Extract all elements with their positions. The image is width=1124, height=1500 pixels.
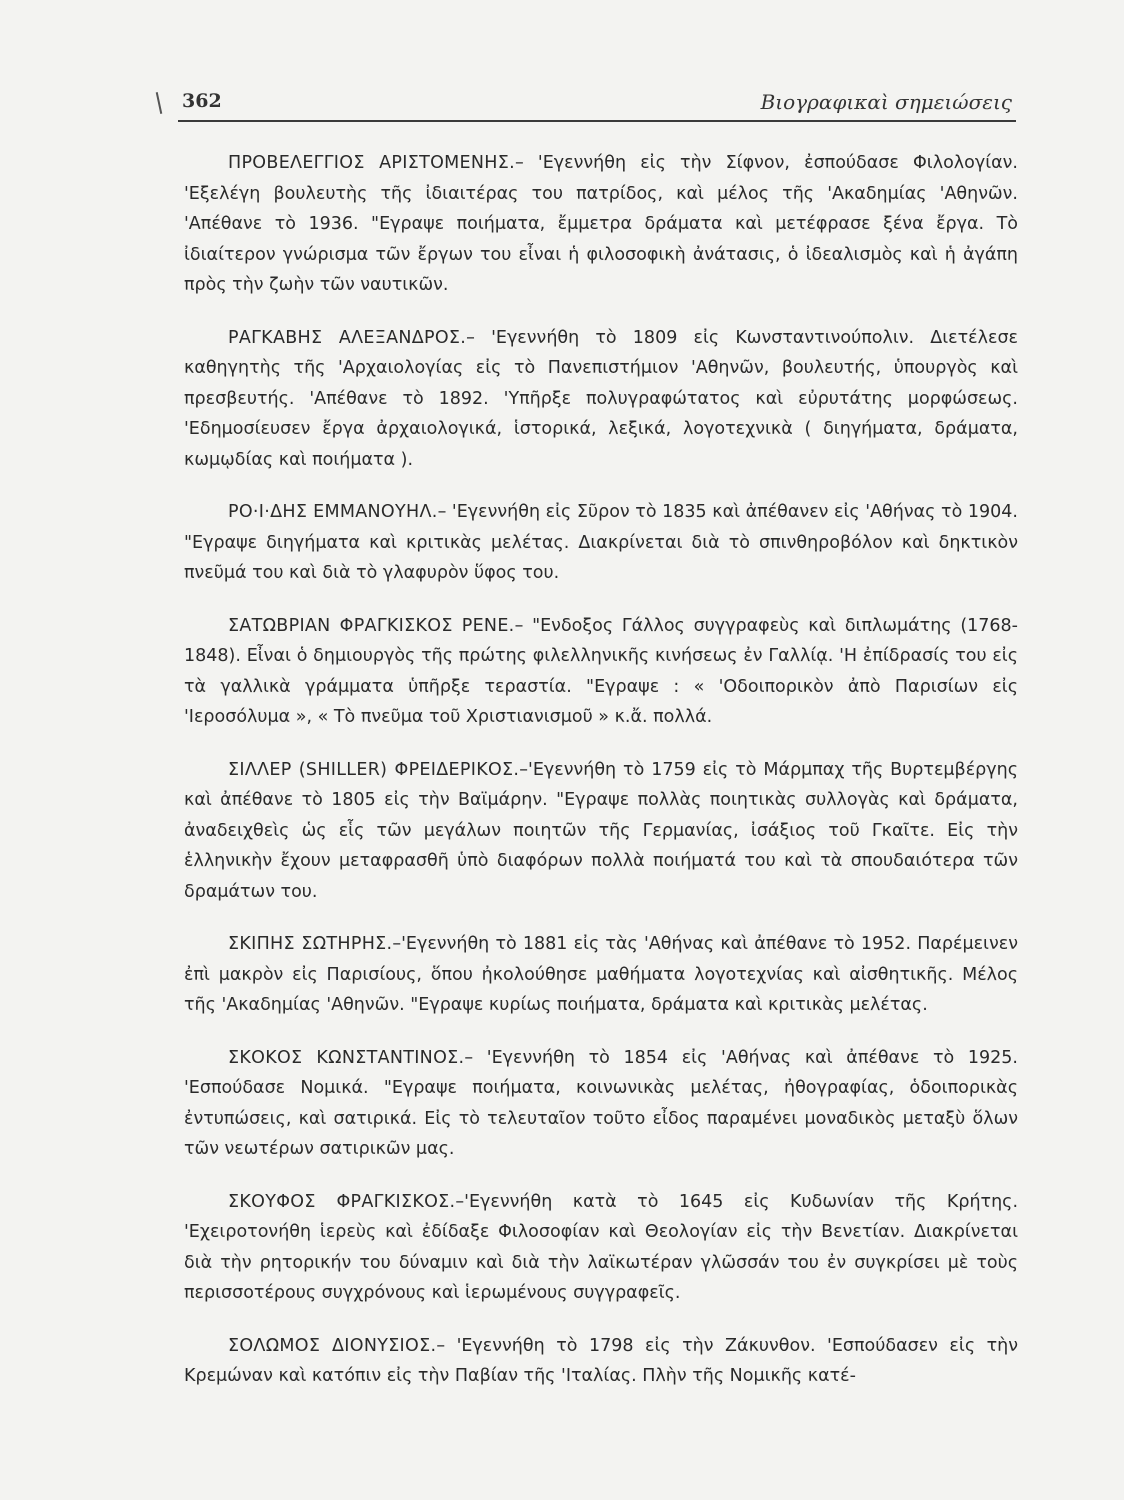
entry-heading: ΣΚΟΚΟΣ ΚΩΝΣΤΑΝΤΙΝΟΣ. bbox=[228, 1047, 465, 1068]
entry-skoufos bbox=[184, 1187, 1018, 1309]
entry-heading: ΡΟ·Ι·ΔΗΣ ΕΜΜΑΝΟΥΗΛ. bbox=[228, 502, 438, 522]
page-header bbox=[178, 84, 1016, 122]
entry-skokos bbox=[184, 1043, 1018, 1165]
entry-text: – 'Εγεννήθη εἰς Σῦρον τὸ 1835 καὶ ἀπέθανεν εἰς 'Αθήνας τὸ 1904. "Εγραψε διηγήματα καὶ κριτικὰς μελέτας. Διακρίνεται διὰ τὸ σπινθηροβόλον καὶ δηκτικὸν πνεῦμά του καὶ διὰ τὸ γλαφυρὸν ὕφος του. bbox=[184, 502, 1018, 583]
entry-skipis bbox=[184, 929, 1018, 1021]
page-number: 362 bbox=[182, 90, 222, 112]
entry-text: –'Εγεννήθη κατὰ τὸ 1645 εἰς Κυδωνίαν τῆς Κρήτης. 'Εχειροτονήθη ἱερεὺς καὶ ἐδίδαξε Φιλοσοφίαν καὶ Θεολογίαν εἰς τὴν Βενετίαν. Διακρίνεται διὰ τὴν ρητορικήν του δύναμιν καὶ διὰ τὴν λαϊκωτέραν γλῶσσάν του ἐν συγκρίσει μὲ τοὺς περισσοτέρους συγχρόνους καὶ ἱερωμένους συγγραφεῖς. bbox=[184, 1191, 1019, 1303]
margin-mark bbox=[156, 92, 163, 114]
entry-text: – 'Εγεννήθη τὸ 1809 εἰς Κωνσταντινούπολιν. Διετέλεσε καθηγητὴς τῆς 'Αρχαιολογίας εἰς τὸ Πανεπιστήμιον 'Αθηνῶν, βουλευτής, ὑπουργὸς καὶ πρεσβευτής. 'Απέθανε τὸ 1892. 'Υπῆρξε πολυγραφώτατος καὶ εὐρυτάτης μορφώσεως. 'Εδημοσίευσεν ἔργα ἀρχαιολογικά, ἱστορικά, λεξικά, λογοτεχνικὰ ( διηγήματα, δράματα, κωμῳδίας καὶ ποιήματα ). bbox=[184, 327, 1018, 470]
entry-heading: ΣΟΛΩΜΟΣ ΔΙΟΝΥΣΙΟΣ. bbox=[228, 1335, 437, 1356]
running-title: Βιογραφικαὶ σημειώσεις bbox=[760, 90, 1012, 114]
entry-chateaubriand bbox=[184, 611, 1018, 733]
entry-ragkavis bbox=[184, 323, 1018, 476]
entry-text: –'Εγεννήθη τὸ 1759 εἰς τὸ Μάρμπαχ τῆς Βυρτεμβέργης καὶ ἀπέθανε τὸ 1805 εἰς τὴν Βαϊμάρην. "Εγραψε πολλὰς ποιητικὰς συλλογὰς καὶ δράματα, ἀναδειχθεὶς ὡς εἷς τῶν μεγάλων ποιητῶν τῆς Γερμανίας, ἰσάξιος τοῦ Γκαῖτε. Εἰς τὴν ἑλληνικὴν ἔχουν μεταφρασθῆ ὑπὸ διαφόρων πολλὰ ποιήματά του καὶ τὰ σπουδαιότερα τῶν δραμάτων του. bbox=[184, 759, 1018, 902]
entry-heading: ΠΡΟΒΕΛΕΓΓΙΟΣ ΑΡΙΣΤΟΜΕΝΗΣ. bbox=[228, 153, 515, 173]
entry-heading: ΣΚΙΠΗΣ ΣΩΤΗΡΗΣ. bbox=[228, 934, 393, 954]
entry-heading: ΣΙΛΛΕΡ (SHILLER) ΦΡΕΙΔΕΡΙΚΟΣ. bbox=[228, 759, 520, 780]
entry-text: – "Ενδοξος Γάλλος συγγραφεὺς καὶ διπλωμάτης (1768-1848). Εἶναι ὁ δημιουργὸς τῆς πρώτης φιλελληνικῆς κινήσεως ἐν Γαλλίᾳ. 'Η ἐπίδρασίς του εἰς τὰ γαλλικὰ γράμματα ὑπῆρξε τεραστία. "Εγραψε : « 'Οδοιπορικὸν ἀπὸ Παρισίων εἰς 'Ιεροσόλυμα », « Τὸ πνεῦμα τοῦ Χριστιανισμοῦ » κ.ἄ. πολλά. bbox=[184, 615, 1018, 727]
entry-text: –'Εγεννήθη τὸ 1881 εἰς τὰς 'Αθήνας καὶ ἀπέθανε τὸ 1952. Παρέμεινεν ἐπὶ μακρὸν εἰς Παρισίους, ὅπου ἠκολούθησε μαθήματα λογοτεχνίας καὶ αἰσθητικῆς. Μέλος τῆς 'Ακαδημίας 'Αθηνῶν. "Εγραψε κυρίως ποιήματα, δράματα καὶ κριτικὰς μελέτας. bbox=[184, 934, 1018, 1015]
entry-solomos bbox=[184, 1331, 1018, 1392]
entry-roidis bbox=[184, 497, 1018, 589]
entry-text: – 'Εγεννήθη τὸ 1798 εἰς τὴν Ζάκυνθον. 'Εσπούδασεν εἰς τὴν Κρεμώναν καὶ κατόπιν εἰς τὴν Παβίαν τῆς 'Ιταλίας. Πλὴν τῆς Νομικῆς κατέ- bbox=[184, 1335, 1018, 1386]
entry-heading: ΣΑΤΩΒΡΙΑΝ ΦΡΑΓΚΙΣΚΟΣ ΡΕΝΕ. bbox=[228, 615, 515, 636]
entry-text: – 'Εγεννήθη εἰς τὴν Σίφνον, ἐσπούδασε Φιλολογίαν. 'Εξελέγη βουλευτὴς τῆς ἰδιαιτέρας του πατρίδος, καὶ μέλος τῆς 'Ακαδημίας 'Αθηνῶν. 'Απέθανε τὸ 1936. "Εγραψε ποιήματα, ἔμμετρα δράματα καὶ μετέφρασε ξένα ἔργα. Τὸ ἰδιαίτερον γνώρισμα τῶν ἔργων του εἶναι ἡ φιλοσοφικὴ ἀνάτασις, ὁ ἰδεαλισμὸς καὶ ἡ ἀγάπη πρὸς τὴν ζωὴν τῶν ναυτικῶν. bbox=[184, 153, 1018, 295]
entry-schiller bbox=[184, 755, 1018, 908]
entry-heading: ΣΚΟΥΦΟΣ ΦΡΑΓΚΙΣΚΟΣ. bbox=[228, 1191, 456, 1212]
biographical-notes bbox=[184, 148, 1018, 1414]
entry-heading: ΡΑΓΚΑΒΗΣ ΑΛΕΞΑΝΔΡΟΣ. bbox=[228, 327, 467, 348]
entry-text: – 'Εγεννήθη τὸ 1854 εἰς 'Αθήνας καὶ ἀπέθανε τὸ 1925. 'Εσπούδασε Νομικά. "Εγραψε ποιήματα, κοινωνικὰς μελέτας, ἠθογραφίας, ὁδοιπορικὰς ἐντυπώσεις, καὶ σατιρικά. Εἰς τὸ τελευταῖον τοῦτο εἶδος παραμένει μοναδικὸς μεταξὺ ὅλων τῶν νεωτέρων σατιρικῶν μας. bbox=[184, 1047, 1018, 1159]
entry-provelengios bbox=[184, 148, 1018, 301]
